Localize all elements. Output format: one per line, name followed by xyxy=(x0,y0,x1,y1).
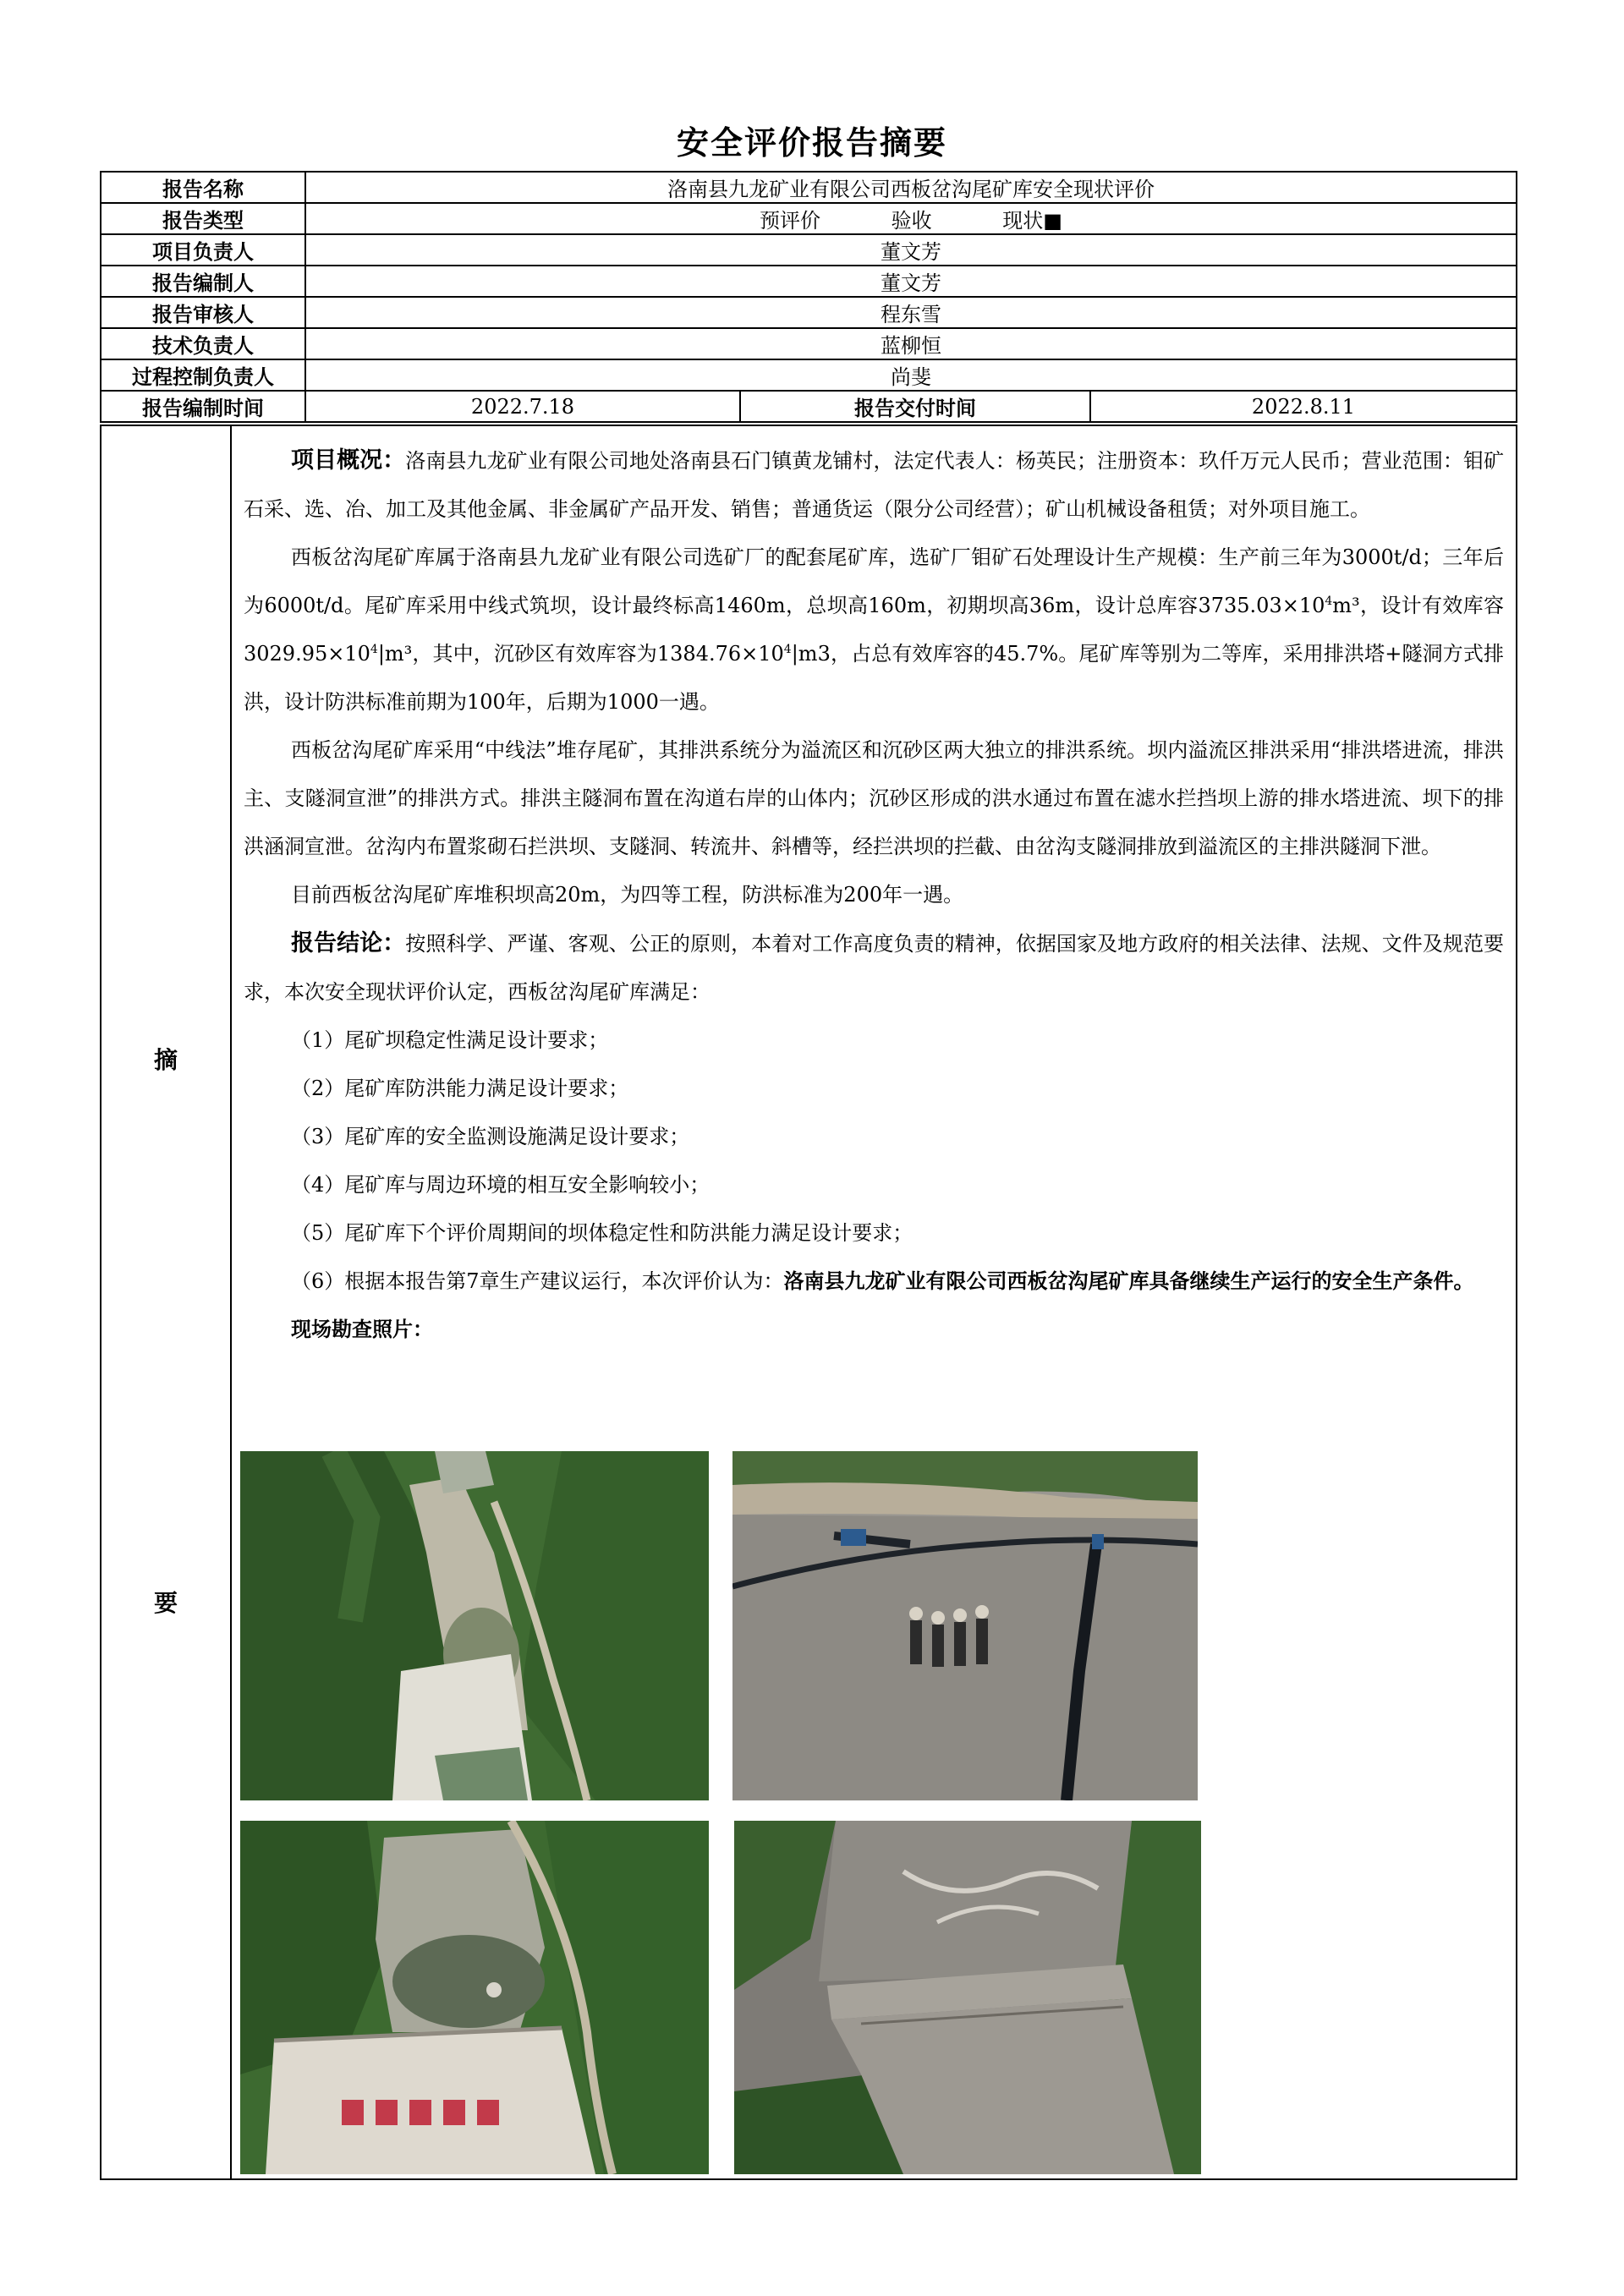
aerial-valley-tailings-photo xyxy=(240,1451,709,1800)
project-lead-value: 董文芳 xyxy=(305,234,1517,266)
summary-side-column xyxy=(102,426,232,2178)
conclusion-paragraph xyxy=(244,919,1504,1016)
reviewer-value: 程东雪 xyxy=(305,297,1517,328)
sediment-dam-aerial-photo xyxy=(734,1821,1201,2174)
dam-aerial-photo xyxy=(240,1821,709,2174)
current-status-paragraph: 目前西板岔沟尾矿库堆积坝高20m，为四等工程，防洪标准为200年一遇。 xyxy=(291,883,964,907)
conclusion-item: （1）尾矿坝稳定性满足设计要求； xyxy=(291,1028,609,1052)
tech-lead-label: 技术负责人 xyxy=(101,328,305,359)
side-char-yao: 要 xyxy=(153,1589,178,1617)
report-type-label: 报告类型 xyxy=(101,203,305,234)
compile-time-value: 2022.7.18 xyxy=(305,391,740,422)
type-current-status: 现状■ xyxy=(1002,209,1062,233)
process-lead-label: 过程控制负责人 xyxy=(101,359,305,391)
compile-time-label: 报告编制时间 xyxy=(101,391,305,422)
tech-lead-value: 蓝柳恒 xyxy=(305,328,1517,359)
drainage-paragraph: 西板岔沟尾矿库采用“中线法”堆存尾矿，其排洪系统分为溢流区和沉砂区两大独立的排洪系统。坝内溢流区排洪采用“排洪塔进流，排洪主、支隧洞宣泄”的排洪方式。排洪主隧洞布置在沟道右岸的山体内；沉砂区形成的洪水通过布置在滤水拦挡坝上游的排水塔进流、坝下的排洪涵洞宣泄。岔沟内布置浆砌石拦洪坝、支隧洞、转流井、斜槽等，经拦洪坝的拦截、由岔沟支隧洞排放到溢流区的主排洪隧洞下泄。 xyxy=(244,738,1504,858)
conclusion-item: （2）尾矿库防洪能力满足设计要求； xyxy=(291,1077,629,1100)
capacity-paragraph: 西板岔沟尾矿库属于洛南县九龙矿业有限公司选矿厂的配套尾矿库，选矿厂钼矿石处理设计生产规模：生产前三年为3000t/d；三年后为6000t/d。尾矿库采用中线式筑坝，设计最终标高1460m，总坝高160m，初期坝高36m，设计总库容$3735.03\times 10^4m^3$，设计有效库容$3029.95\times 10^4|m^3$，其中，沉砂区有效库容为$1384.76\times 10^4|m3$，占总有效库容的45.7%。尾矿库等别为二等库，采用排洪塔+隧洞方式排洪，设计防洪标准前期为100年，后期为1000一遇。 xyxy=(244,545,1505,714)
tailings-beach-staff-photo xyxy=(732,1451,1198,1800)
type-pre-evaluation: 预评价 xyxy=(760,209,821,233)
compiler-value: 董文芳 xyxy=(305,266,1517,297)
page-title: 安全评价报告摘要 xyxy=(676,124,947,162)
report-name-value: 洛南县九龙矿业有限公司西板岔沟尾矿库安全现状评价 xyxy=(305,172,1517,203)
report-name-label: 报告名称 xyxy=(101,172,305,203)
overview-text: 洛南县九龙矿业有限公司地处洛南县石门镇黄龙铺村，法定代表人：杨英民；注册资本：玖仟万元人民币；营业范围：钼矿石采、选、冶、加工及其他金属、非金属矿产品开发、销售；普通货运（限分公司经营）；矿山机械设备租赁；对外项目施工。 xyxy=(244,449,1505,521)
conclusion-item: （5）尾矿库下个评价周期间的坝体稳定性和防洪能力满足设计要求； xyxy=(291,1221,914,1245)
conclusion-item: （4）尾矿库与周边环境的相互安全影响较小； xyxy=(291,1173,710,1197)
photos-heading: 现场勘查照片： xyxy=(291,1318,433,1341)
report-type-options xyxy=(305,203,1517,234)
summary-content xyxy=(244,436,1504,1354)
conclusion-item-6: （6）根据本报告第7章生产建议运行，本次评价认为：洛南县九龙矿业有限公司西板岔沟尾矿库具备继续生产运行的安全生产条件。 xyxy=(291,1269,1474,1293)
conclusion-heading: 报告结论： xyxy=(291,930,406,956)
conclusion-text: 按照科学、严谨、客观、公正的原则，本着对工作高度负责的精神，依据国家及地方政府的相关法律、法规、文件及规范要求，本次安全现状评价认定，西板岔沟尾矿库满足： xyxy=(244,932,1505,1004)
report-info-table xyxy=(100,171,1517,423)
type-acceptance: 验收 xyxy=(891,209,932,233)
summary-box xyxy=(100,425,1517,2180)
conclusion-item: （3）尾矿库的安全监测设施满足设计要求； xyxy=(291,1125,690,1148)
delivery-time-label: 报告交付时间 xyxy=(740,391,1090,422)
overview-paragraph xyxy=(244,436,1504,534)
compiler-label: 报告编制人 xyxy=(101,266,305,297)
final-conclusion: 洛南县九龙矿业有限公司西板岔沟尾矿库具备继续生产运行的安全生产条件。 xyxy=(783,1269,1474,1293)
overview-heading: 项目概况： xyxy=(291,447,406,474)
reviewer-label: 报告审核人 xyxy=(101,297,305,328)
delivery-time-value: 2022.8.11 xyxy=(1090,391,1517,422)
process-lead-value: 尚斐 xyxy=(305,359,1517,391)
project-lead-label: 项目负责人 xyxy=(101,234,305,266)
side-char-zhai: 摘 xyxy=(153,1046,178,1074)
